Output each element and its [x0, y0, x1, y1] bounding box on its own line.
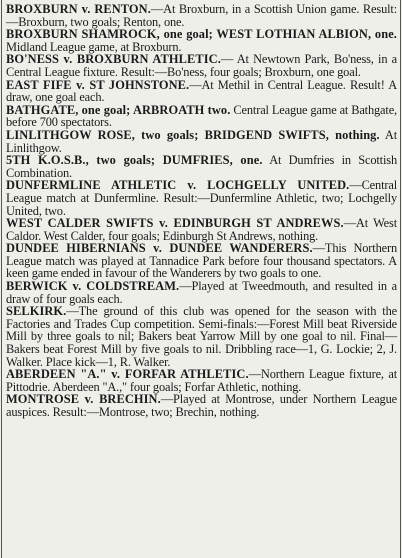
match-headline: SELKIRK. [6, 304, 67, 319]
match-summary: —At Methil in Central League. Result! A draw, one goal each. [6, 77, 398, 105]
match-headline: BERWICK v. COLDSTREAM. [6, 279, 180, 294]
match-headline: DUNDEE HIBERNIANS v. DUNDEE WANDERERS. [6, 241, 313, 256]
match-summary: Midland League game, at Broxburn. [6, 39, 182, 54]
match-summary: —Played at Montrose, under Northern League auspices. Result:—Montrose, two; Brechin, nothing. [6, 392, 397, 419]
match-headline: BROXBURN SHAMROCK, one goal; WEST LOTHIAN ALBION, one. [6, 27, 397, 42]
match-report [6, 305, 397, 368]
match-report [6, 3, 397, 28]
match-summary: At Dumfries in Scottish Combination. [6, 153, 397, 180]
match-report [6, 393, 397, 418]
match-headline: ABERDEEN "A." v. FORFAR ATHLETIC. [6, 367, 249, 382]
match-summary: At Linlithgow. [6, 127, 398, 155]
match-summary: — At Newtown Park, Bo'ness, in a Central League fixture. Result:—Bo'ness, four goals; Broxburn, one goal. [6, 52, 397, 79]
match-headline: BATHGATE, one goal; ARBROATH two. [6, 102, 231, 117]
match-headline: WEST CALDER SWIFTS v. EDINBURGH ST ANDREWS. [6, 216, 344, 231]
match-report [6, 179, 397, 217]
match-summary: —Northern League fixture, at Pittodrie. Aberdeen "A.," four goals; Forfar Athletic, nothing. [6, 367, 397, 394]
match-report [6, 154, 397, 179]
match-headline: BROXBURN v. RENTON. [6, 2, 151, 16]
match-report [6, 368, 397, 393]
match-report [6, 53, 397, 78]
match-headline: 5TH K.O.S.B., two goals; DUMFRIES, one. [6, 153, 263, 168]
match-headline: MONTROSE v. BRECHIN. [6, 392, 161, 407]
match-headline: DUNFERMLINE ATHLETIC v. LOCHGELLY UNITED. [6, 178, 350, 193]
match-report [6, 28, 397, 53]
match-summary: —This Northern League match was played at Tannadice Park before four thousand spectators. A keen game ended in favour of the Wanderers by two goals to one. [6, 241, 397, 281]
match-summary: —At West Caldor. West Calder, four goals; Edinburgh St Andrews, nothing. [6, 216, 397, 243]
match-headline: BO'NESS v. BROXBURN ATHLETIC. [6, 52, 221, 67]
match-summary: —Played at Tweedmouth, and resulted in a draw of four goals each. [6, 279, 397, 306]
match-summary: Central League game at Bathgate, before 700 spectators. [6, 102, 397, 130]
match-report [6, 280, 397, 305]
match-report [6, 242, 397, 280]
match-summary: —The ground of this club was opened for the season with the Factories and Trades Cup competition. Semi-finals:—Forest Mill beat Riverside Mill by three goals to nil; Bakers beat Yarrow Mill by one goal to nil. Final—Bakers beat Forest Mill by five goals to nil. Dribbling race—1, G. Lockie; 2, J. Walker. Place kick—1, R. Walker. [6, 304, 397, 369]
match-summary: —Central League match at Dunfermline. Result:—Dunfermline Athletic, two; Lochgelly United, two. [6, 178, 397, 218]
match-summary: —At Broxburn, in a Scottish Union game. Result:—Broxburn, two goals; Renton, one. [6, 2, 397, 29]
match-report [6, 129, 397, 154]
match-headline: LINLITHGOW ROSE, two goals; BRIDGEND SWIFTS, nothing. [6, 127, 380, 142]
match-report [6, 79, 397, 104]
match-headline: EAST FIFE v. ST JOHNSTONE. [6, 77, 190, 92]
match-report [6, 104, 397, 129]
match-report [6, 217, 397, 242]
